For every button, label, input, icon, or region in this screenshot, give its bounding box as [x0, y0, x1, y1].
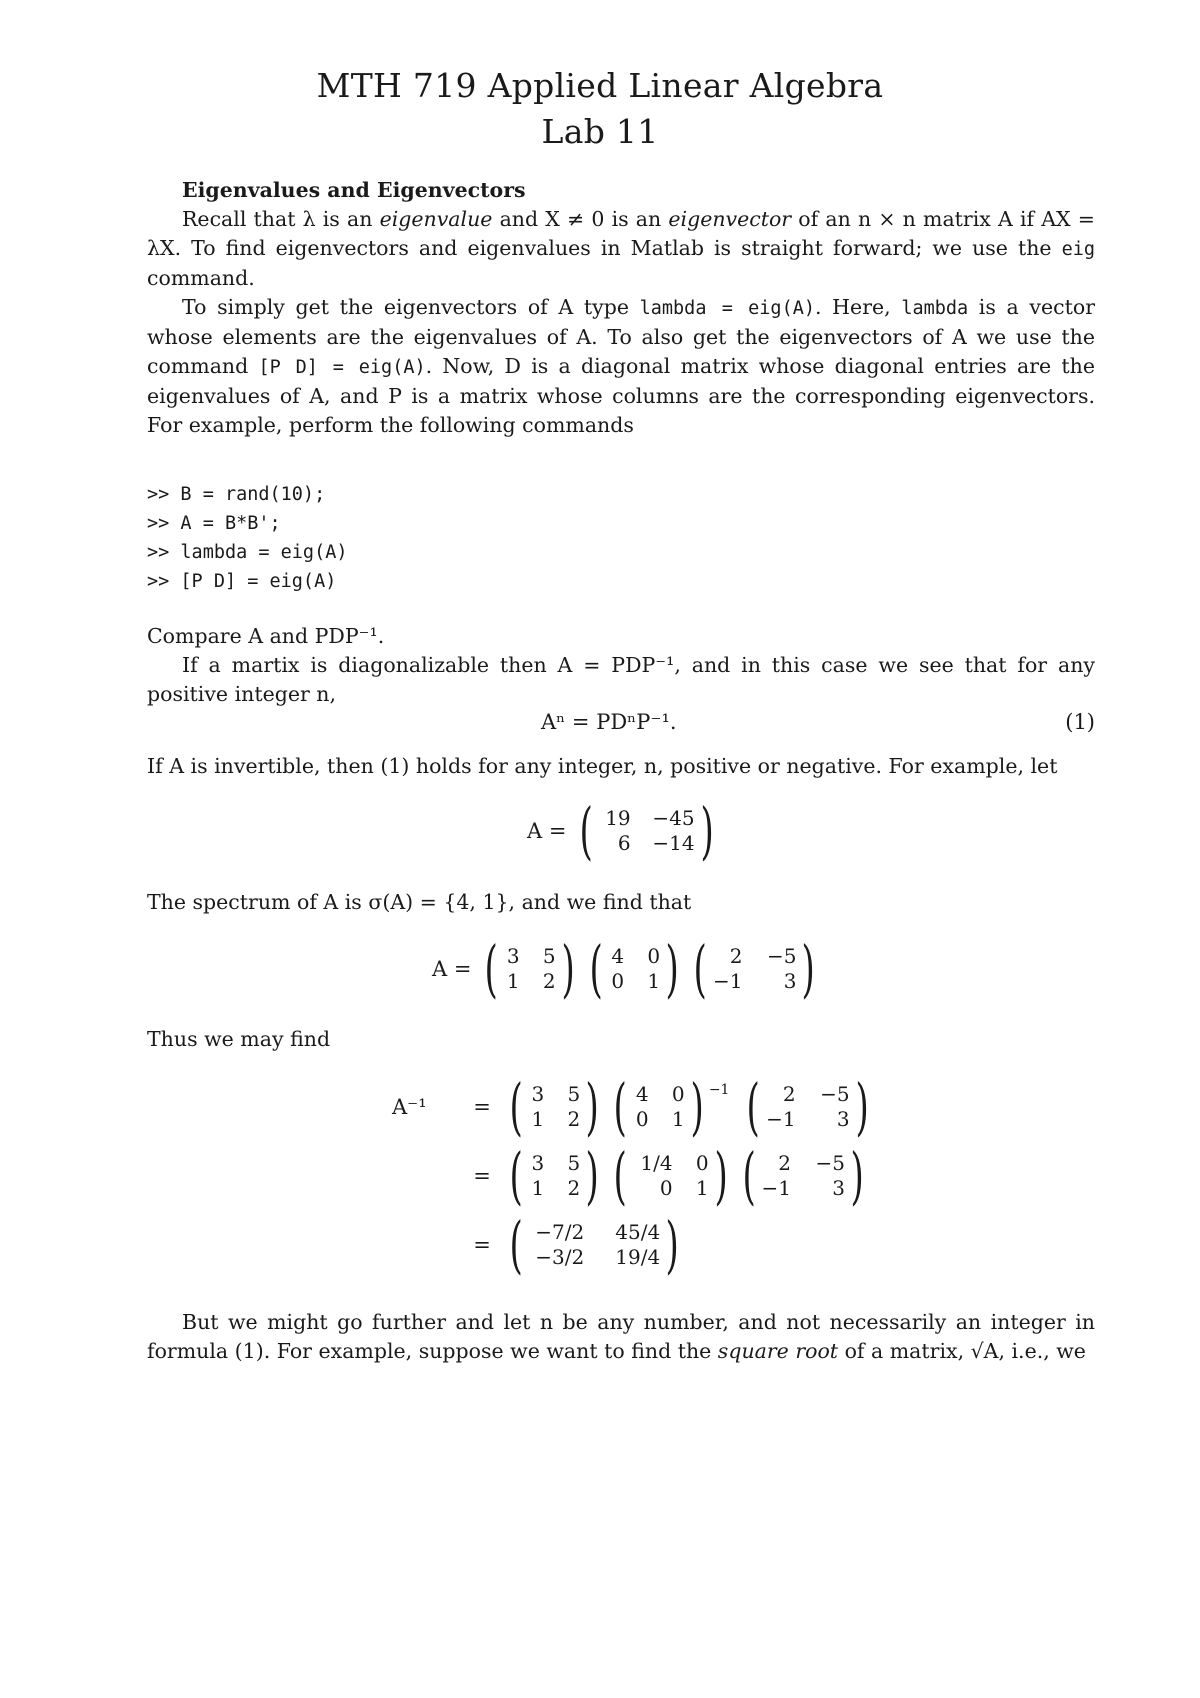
- p1-text-b: and X ≠ 0 is an: [492, 207, 669, 231]
- matrix-cell: −1: [712, 969, 743, 993]
- right-paren: ): [690, 1070, 704, 1143]
- inverse-row-2: [392, 1139, 871, 1212]
- matlab-code-block: [147, 480, 347, 596]
- p1-text-d: command.: [147, 266, 255, 290]
- matrix-a-label: A =: [527, 819, 567, 843]
- left-paren: (: [693, 932, 708, 1005]
- inverse-row-3: [392, 1208, 686, 1281]
- p2-lambda-var: lambda: [901, 298, 969, 319]
- matrix-p: [504, 1070, 604, 1143]
- left-paren: (: [484, 932, 499, 1005]
- matrix-cell: 2: [542, 969, 556, 993]
- matrix-cell: 0: [635, 1107, 649, 1131]
- matrix-d: [608, 1070, 737, 1143]
- code-line: >> B = rand(10);: [147, 484, 326, 505]
- matrix-cell: 1/4: [640, 1151, 673, 1175]
- matrix-cell: 1: [531, 1107, 545, 1131]
- matrix-cell: −3/2: [535, 1245, 585, 1269]
- matrix-cell: 19/4: [615, 1245, 661, 1269]
- p1-term-eigenvector: eigenvector: [668, 207, 792, 231]
- matrix-cell: 2: [567, 1176, 581, 1200]
- code-line: >> lambda = eig(A): [147, 542, 348, 563]
- p1-term-eigenvalue: eigenvalue: [379, 207, 493, 231]
- p8-text-b: of a matrix, √A, i.e., we: [838, 1339, 1086, 1363]
- equation-1: Aⁿ = PDⁿP⁻¹.: [541, 710, 677, 734]
- course-title: MTH 719 Applied Linear Algebra: [316, 66, 884, 105]
- matrix-cell: −5: [820, 1082, 850, 1106]
- matrix-cell: 5: [542, 944, 556, 968]
- matrix-cell: 0: [659, 1176, 673, 1200]
- matrix-cell: 3: [531, 1082, 545, 1106]
- matrix-cell: 2: [782, 1082, 796, 1106]
- right-paren: ): [714, 1139, 728, 1212]
- equals-sign: =: [473, 1164, 491, 1188]
- matrix-cell: 1: [531, 1176, 545, 1200]
- result-matrix: [504, 1208, 684, 1281]
- matrix-cell: 3: [832, 1176, 846, 1200]
- matrix-cell: 3: [531, 1151, 545, 1175]
- matrix-cell: 45/4: [615, 1220, 661, 1244]
- matrix-cell: −14: [652, 831, 695, 855]
- p2-command-lambda: lambda = eig(A): [639, 298, 815, 319]
- left-paren: (: [589, 932, 603, 1005]
- matrix-p: [479, 932, 579, 1005]
- lab-title: Lab 11: [541, 112, 659, 151]
- equals-sign: =: [473, 1095, 491, 1119]
- paragraph-2: [147, 293, 1095, 440]
- code-line: >> [P D] = eig(A): [147, 571, 337, 592]
- matrix-cell: 3: [836, 1107, 850, 1131]
- text-spectrum: [147, 888, 1095, 917]
- left-paren: (: [579, 794, 594, 867]
- matrix-cell: −5: [766, 944, 797, 968]
- p2-text-b: . Here,: [815, 295, 902, 319]
- paragraph-7: Thus we may find: [147, 1027, 331, 1051]
- right-paren: ): [665, 1208, 679, 1281]
- p2-text-a: To simply get the eigenvectors of A type: [182, 295, 640, 319]
- matrix-cell: −45: [652, 806, 695, 830]
- left-paren: (: [746, 1070, 761, 1143]
- matrix-cell: 0: [695, 1151, 709, 1175]
- matrix-p: [504, 1139, 604, 1212]
- matrix-cell: 0: [671, 1082, 685, 1106]
- matrix-cell: −1: [766, 1107, 796, 1131]
- matrix-p-inverse: [688, 932, 820, 1005]
- matrix-cell: 1: [506, 969, 520, 993]
- matrix-cell: 4: [611, 944, 625, 968]
- right-paren: ): [585, 1070, 599, 1143]
- p8-text-a: But we might go further and let n be any number, and not necessarily an integer in formula (1). For example, suppose we want to find the: [147, 1310, 1095, 1363]
- left-paren: (: [613, 1070, 628, 1143]
- section-heading: Eigenvalues and Eigenvectors: [182, 178, 526, 202]
- matrix-cell: 4: [635, 1082, 649, 1106]
- matrix-d: [584, 932, 684, 1005]
- inverse-superscript: −1: [708, 1082, 730, 1098]
- left-paren: (: [509, 1070, 523, 1143]
- left-paren: (: [613, 1139, 628, 1212]
- matrix-cell: 2: [778, 1151, 792, 1175]
- paragraph-1: [147, 205, 1095, 293]
- right-paren: ): [700, 794, 714, 867]
- right-paren: ): [801, 932, 816, 1005]
- text-invertible: [147, 752, 1095, 781]
- right-paren: ): [561, 932, 575, 1005]
- p1-eig-command: eig: [1061, 239, 1095, 260]
- paragraph-5: If A is invertible, then (1) holds for any integer, n, positive or negative. For example, let: [147, 754, 1058, 778]
- paragraph-8: [147, 1308, 1095, 1366]
- matrix-cell: 3: [506, 944, 520, 968]
- inverse-lhs: A⁻¹: [392, 1095, 427, 1119]
- matrix-cell: 19: [605, 806, 631, 830]
- p2-text-d: . Now, D is a diagonal matrix whose diagonal entries are the eigenvalues of A, and P is a matrix whose columns are the corresponding eigenvectors. For example, perform the following commands: [147, 354, 1095, 437]
- left-paren: (: [509, 1208, 523, 1281]
- p2-command-pd: [P D] = eig(A): [258, 357, 426, 378]
- text-square-root: [147, 1308, 1095, 1366]
- p1-text-c: of an n × n matrix A if AX = λX. To find eigenvectors and eigenvalues in Matlab is straight forward; we use the: [147, 207, 1095, 260]
- intro-section: [147, 176, 1095, 440]
- inverse-row-1: [392, 1070, 876, 1143]
- decomp-label: A =: [432, 957, 472, 981]
- p2-text-c: is a vector whose elements are the eigenvalues of A. To also get the eigenvectors of A we use the command: [147, 295, 1096, 378]
- paragraph-3: Compare A and PDP⁻¹.: [147, 624, 385, 648]
- left-paren: (: [742, 1139, 756, 1212]
- matrix-p-inverse: [737, 1139, 869, 1212]
- left-paren: (: [509, 1139, 523, 1212]
- decomposition-equation: [432, 932, 823, 1005]
- matrix-cell: 5: [567, 1151, 581, 1175]
- p1-text-a: Recall that λ is an: [182, 207, 380, 231]
- equation-number: (1): [1065, 710, 1095, 734]
- p8-term-square-root: square root: [717, 1339, 839, 1363]
- text-compare: [147, 622, 1095, 709]
- matrix-cell: 1: [647, 969, 661, 993]
- matrix-d-inverse: [608, 1139, 732, 1212]
- matrix-cell: 3: [783, 969, 797, 993]
- matrix-cell: 5: [567, 1082, 581, 1106]
- matrix-cell: 0: [611, 969, 625, 993]
- matrix-a: [574, 794, 718, 867]
- right-paren: ): [665, 932, 679, 1005]
- matrix-cell: −7/2: [535, 1220, 585, 1244]
- matrix-cell: −1: [761, 1176, 792, 1200]
- matrix-cell: 2: [729, 944, 743, 968]
- paragraph-6: The spectrum of A is σ(A) = {4, 1}, and we find that: [147, 890, 692, 914]
- matrix-cell: 0: [647, 944, 661, 968]
- matrix-cell: 2: [567, 1107, 581, 1131]
- right-paren: ): [855, 1070, 869, 1143]
- code-line: >> A = B*B';: [147, 513, 281, 534]
- matrix-p-inverse: [741, 1070, 873, 1143]
- matrix-cell: 1: [695, 1176, 709, 1200]
- right-paren: ): [850, 1139, 864, 1212]
- equals-sign: =: [473, 1233, 491, 1257]
- matrix-a-equation: [527, 794, 721, 867]
- matrix-cell: 1: [671, 1107, 685, 1131]
- right-paren: ): [585, 1139, 599, 1212]
- matrix-cell: 6: [617, 831, 631, 855]
- matrix-cell: −5: [815, 1151, 846, 1175]
- paragraph-4: If a martix is diagonalizable then A = PDP⁻¹, and in this case we see that for any positive integer n,: [147, 653, 1095, 706]
- text-thus: [147, 1025, 1095, 1054]
